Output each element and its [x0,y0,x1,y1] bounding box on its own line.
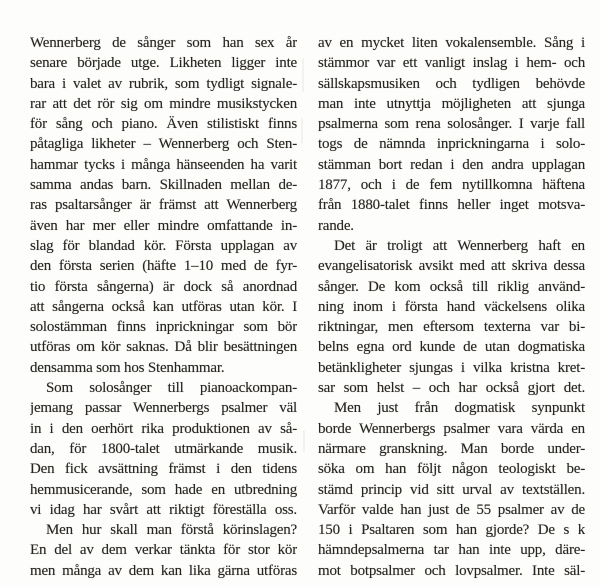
text-line: tio första sångerna) är dock så anordnad [30,278,297,295]
text-line: från 1880-talet finns heller inget motsva- [318,197,585,214]
text-line: hemmusicerande, som hade en utbredning [30,481,297,498]
text-line: men många av dem kan lika gärna utföras [30,562,297,579]
text-line: psalmerna som rena solosånger. I varje fall [318,116,585,133]
text-line: Wennerberg de sånger som han sex år [30,35,297,51]
text-line: belns egna ord kunde de utan dogmatiska [318,339,585,356]
text-line: En del av dem verkar tänkta för stor kör [30,542,297,559]
text-line: mot botpsalmer och lovpsalmer. Inte säl- [318,562,585,579]
text-line: stämman bort redan i den andra upplagan [318,156,585,173]
text-line: söka om han följt någon teologiskt be- [318,461,585,478]
text-line: Den fick avsättning främst i den tidens [30,461,297,478]
scan-artifact [303,430,305,452]
text-line: slag för blandad kör. Första upplagan av [30,237,297,254]
text-line: stämd princip vid sitt urval av textställen. [318,481,585,498]
left-column [30,33,297,587]
text-line: sar som helst – och har också gjort det. [318,380,585,397]
text-line: 1877, och i de fem nytillkomna häftena [318,177,585,194]
text-line: densamma som hos Stenhammar. [30,359,225,376]
text-line: sånger. De kom också till riklig använd- [318,278,585,295]
text-line: påtagliga likheter – Wennerberg och Sten- [30,136,297,153]
text-line: rande. [318,217,354,234]
text-line: bara i valet av rubrik, som tydligt signale- [30,75,297,92]
text-line: för sång och piano. Även stilistiskt finns [30,116,297,133]
text-line: samma andas barn. Skillnaden mellan de- [30,177,297,194]
text-line: utföras om kör saknas. Då blir besättningen [30,339,297,356]
text-line: närmare granskning. Man borde under- [318,440,585,457]
scan-artifact [302,58,304,92]
text-line: senare började utge. Likheten ligger inte [30,55,297,72]
text-line: evangelisatorisk avsikt med att skriva dessa [318,258,585,275]
text-line: dan, för 1800-talet utmärkande musik. [30,440,297,457]
text-line: ning inom i första hand väckelsens olika [318,298,585,315]
text-line: vi idag har svårt att riktigt föreställa oss. [30,501,297,518]
text-line: Men just från dogmatisk synpunkt [334,400,585,417]
text-line: av en mycket liten vokalensemble. Sång i [318,35,585,51]
text-line: den första serien (häfte 1–10 med de fyr- [30,258,297,275]
text-line: även har mer eller mindre omfattande in- [30,217,297,234]
text-line: in i den oerhört rika produktionen av så- [30,420,297,437]
text-line: rar att det rör sig om mindre musikstycken [30,95,297,112]
text-line: hammar tycks i många hänseenden ha varit [30,156,297,173]
text-line: borde Wennerbergs psalmer vara värda en [318,420,585,437]
text-line: att sångerna också kan utföras utan kör. I [30,298,297,315]
text-line: riktningar, men eftersom texterna var bi- [318,319,585,336]
right-column [318,33,585,587]
text-line: 150 i Psaltaren som han gjorde? De s k [318,522,585,539]
text-line: stämmor var ett vanligt inslag i hem- och [318,55,585,72]
text-line: sällskapsmusiken och tydligen behövde [318,75,585,92]
text-line: Det är troligt att Wennerberg haft en [334,237,585,254]
text-line: betänkligheter sjungas i vilka kristna kret- [318,359,585,376]
text-line: Men hur skall man förstå körinslagen? [46,522,297,539]
text-line: man inte utnyttja möjligheten att sjunga [318,95,585,112]
text-line: hämndepsalmerna tar han inte upp, däre- [318,542,585,559]
text-line: togs de nämnda inprickningarna i solo- [318,136,585,153]
text-line: Som solosånger till pianoackompan- [46,380,297,397]
text-line: jemang passar Wennerbergs psalmer väl [30,400,297,417]
text-line: Varför valde han just de 55 psalmer av de [318,501,585,518]
text-line: solostämman finns inprickningar som bör [30,319,297,336]
text-line: ras psaltarsånger är främst att Wennerberg [30,197,297,214]
scan-artifact [301,118,303,144]
